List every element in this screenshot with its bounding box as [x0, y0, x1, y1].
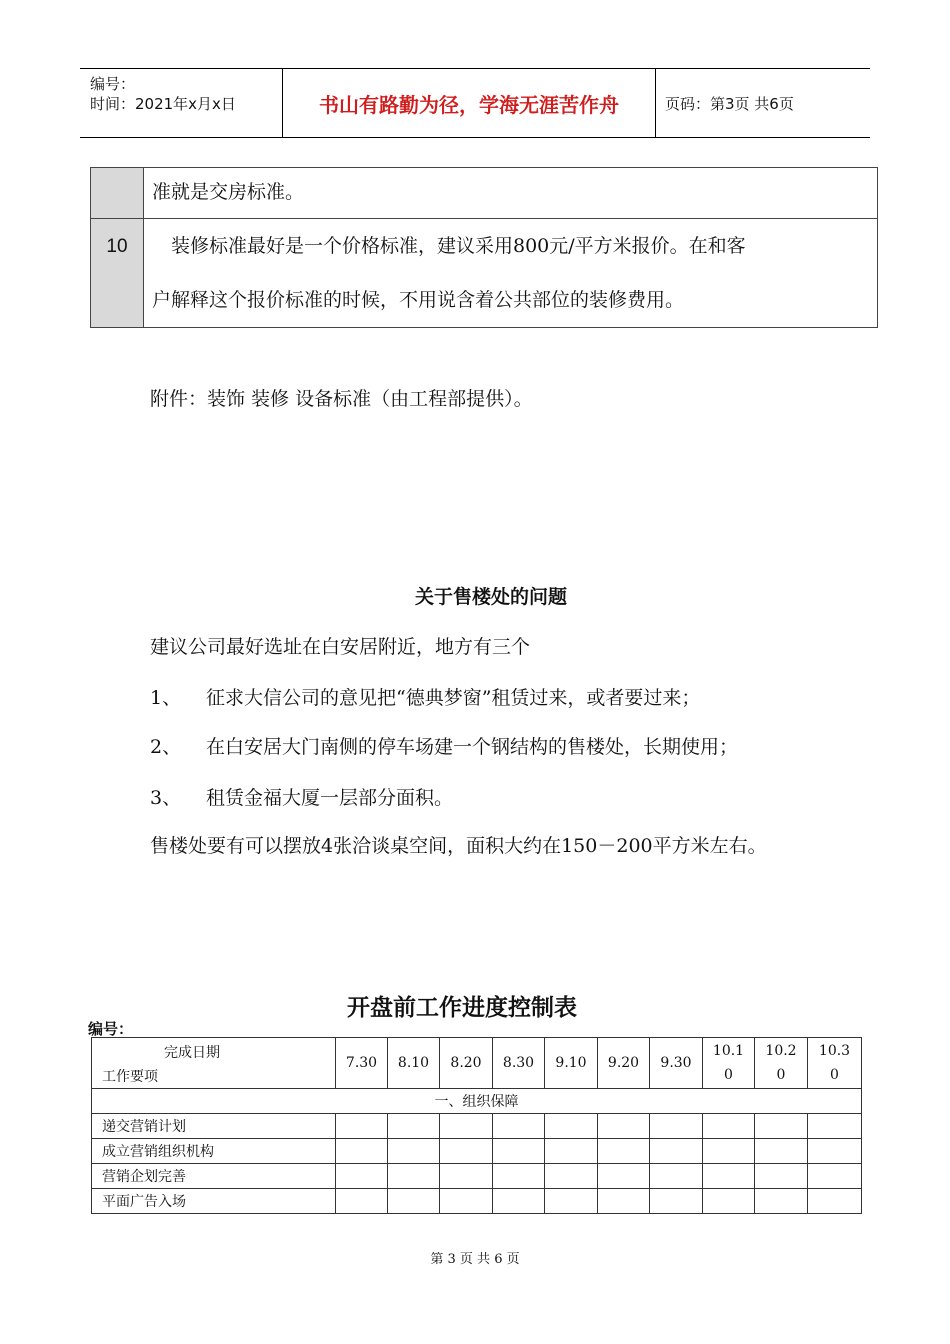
table-row	[92, 1139, 862, 1164]
date-header: 10.3 0	[808, 1038, 862, 1089]
list-number: 1、	[150, 687, 182, 709]
schedule-title: 开盘前工作进度控制表	[347, 995, 577, 1021]
date-header: 8.30	[493, 1038, 545, 1089]
list-text: 在白安居大门南侧的停车场建一个钢结构的售楼处，长期使用；	[206, 736, 739, 758]
date-header: 7.30	[336, 1038, 388, 1089]
header-task-label: 工作要项	[102, 1069, 158, 1085]
table-row	[92, 1114, 862, 1139]
header-meta	[80, 69, 282, 137]
sales-office-title: 关于售楼处的问题	[415, 586, 568, 608]
attachment-note: 附件：装饰 装修 设备标准（由工程部提供）。	[150, 388, 533, 410]
task-label: 营销企划完善	[92, 1164, 336, 1189]
date-header: 8.20	[440, 1038, 493, 1089]
list-item	[150, 732, 739, 759]
header-date-label: 完成日期	[164, 1045, 220, 1061]
header-page-label: 页码：第3页 共6页	[665, 94, 794, 113]
date-header: 10.2 0	[755, 1038, 808, 1089]
standards-table	[90, 167, 878, 328]
sales-office-intro: 建议公司最好选址在白安居附近，地方有三个	[150, 636, 531, 658]
schedule-table	[91, 1037, 862, 1214]
table-row	[92, 1164, 862, 1189]
date-header: 10.1 0	[703, 1038, 755, 1089]
row-text	[144, 168, 878, 219]
list-item	[150, 783, 454, 810]
page-header	[80, 68, 870, 138]
row-line: 户解释这个报价标准的时候，不用说含着公共部位的装修费用。	[152, 289, 685, 311]
section-row	[92, 1089, 862, 1114]
section-label: 一、组织保障	[92, 1089, 862, 1114]
date-header: 9.10	[545, 1038, 598, 1089]
table-row	[91, 219, 878, 328]
row-number: 10	[91, 219, 144, 328]
row-text	[144, 219, 878, 328]
header-time-label: 时间：2021年x月x日	[90, 95, 236, 113]
table-row	[92, 1189, 862, 1214]
date-header: 9.20	[598, 1038, 650, 1089]
list-number: 2、	[150, 736, 182, 758]
schedule-header-row	[92, 1038, 862, 1089]
list-text: 租赁金福大厦一层部分面积。	[206, 787, 454, 809]
date-header: 8.10	[388, 1038, 440, 1089]
task-label: 平面广告入场	[92, 1189, 336, 1214]
schedule-corner-header	[92, 1038, 336, 1089]
task-label: 成立营销组织机构	[92, 1139, 336, 1164]
row-number	[91, 168, 144, 219]
page-footer: 第 3 页 共 6 页	[430, 1252, 520, 1267]
table-row	[91, 168, 878, 219]
header-motto: 书山有路勤为径，学海无涯苦作舟	[282, 69, 656, 137]
date-header: 9.30	[650, 1038, 703, 1089]
list-item	[150, 683, 701, 710]
row-line: 准就是交房标准。	[152, 181, 305, 203]
header-code-label: 编号：	[90, 75, 136, 93]
task-label: 递交营销计划	[92, 1114, 336, 1139]
schedule-code-label: 编号：	[88, 1020, 134, 1038]
list-text: 征求大信公司的意见把“德典梦窗”租赁过来，或者要过来；	[206, 687, 701, 709]
row-line: 装修标准最好是一个价格标准，建议采用800元/平方米报价。在和客	[152, 235, 746, 257]
sales-office-note: 售楼处要有可以摆放4张洽谈桌空间，面积大约在150－200平方米左右。	[150, 835, 767, 857]
list-number: 3、	[150, 787, 182, 809]
